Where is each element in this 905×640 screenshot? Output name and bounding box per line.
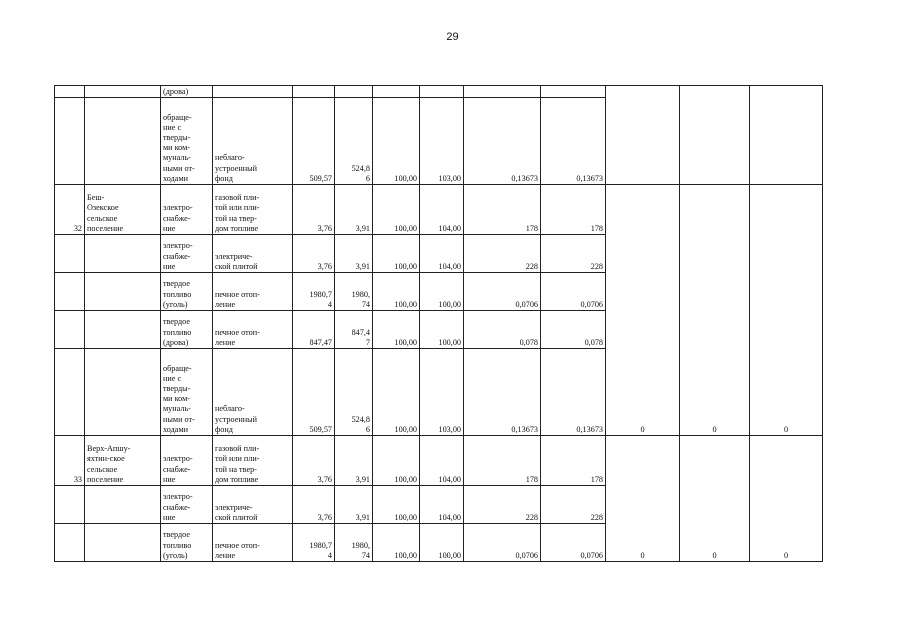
cell-value-1 [293,86,335,98]
table-row [55,86,823,98]
cell-merged-value-2 [680,86,750,185]
cell-value-6: 0,078 [541,311,606,349]
cell-value-2: 3,91 [335,235,373,273]
cell-value-6: 0,0706 [541,273,606,311]
cell-value-5: 178 [464,436,541,486]
cell-value-5: 0,0706 [464,524,541,562]
cell-value-3: 100,00 [373,98,420,185]
cell-row-number: 32 [55,185,85,235]
cell-housing-type: неблаго- устроенный фонд [213,98,293,185]
cell-value-3: 100,00 [373,273,420,311]
cell-merged-value-1 [606,86,680,185]
cell-service: твердое топливо (уголь) [161,273,213,311]
cell-merged-value-2: 0 [680,436,750,562]
cell-value-1: 3,76 [293,486,335,524]
cell-value-1: 1980,7 4 [293,524,335,562]
cell-settlement: Верх-Апшу- яхтин-ское сельское поселение [85,436,161,486]
cell-value-3: 100,00 [373,436,420,486]
cell-value-1: 3,76 [293,235,335,273]
cell-settlement [85,235,161,273]
cell-value-5: 0,13673 [464,349,541,436]
cell-value-4: 103,00 [420,349,464,436]
cell-value-3: 100,00 [373,524,420,562]
cell-row-number [55,86,85,98]
cell-value-1: 1980,7 4 [293,273,335,311]
cell-service: (дрова) [161,86,213,98]
cell-value-1: 509,57 [293,349,335,436]
cell-row-number [55,349,85,436]
cell-value-2: 1980, 74 [335,273,373,311]
cell-housing-type: электриче- ской плитой [213,486,293,524]
cell-value-6: 178 [541,185,606,235]
cell-value-2: 1980, 74 [335,524,373,562]
cell-service: электро- снабже- ние [161,486,213,524]
cell-value-4: 104,00 [420,436,464,486]
cell-value-4: 104,00 [420,235,464,273]
cell-merged-value-1: 0 [606,185,680,436]
cell-service: обраще- ние с тверды- ми ком- муналь- ными от- ходами [161,98,213,185]
tariff-table [54,85,823,562]
cell-value-6: 228 [541,235,606,273]
cell-value-3: 100,00 [373,311,420,349]
cell-settlement: Беш- Озекское сельское поселение [85,185,161,235]
cell-value-6: 0,13673 [541,98,606,185]
cell-value-4: 100,00 [420,524,464,562]
page-number: 29 [446,31,459,43]
cell-settlement [85,486,161,524]
table-body [55,86,823,562]
cell-value-4: 103,00 [420,98,464,185]
cell-value-6: 0,0706 [541,524,606,562]
cell-value-1: 847,47 [293,311,335,349]
cell-settlement [85,273,161,311]
cell-housing-type: электриче- ской плитой [213,235,293,273]
cell-value-3: 100,00 [373,349,420,436]
cell-row-number [55,273,85,311]
cell-value-5: 0,13673 [464,98,541,185]
cell-row-number [55,524,85,562]
cell-housing-type: печное отоп- ление [213,311,293,349]
cell-service: твердое топливо (уголь) [161,524,213,562]
cell-value-1: 3,76 [293,185,335,235]
cell-value-4: 100,00 [420,311,464,349]
cell-value-2: 3,91 [335,486,373,524]
cell-service: твердое топливо (дрова) [161,311,213,349]
cell-settlement [85,86,161,98]
cell-merged-value-3: 0 [750,185,823,436]
cell-value-3: 100,00 [373,185,420,235]
table-row [55,436,823,486]
cell-value-6: 0,13673 [541,349,606,436]
cell-value-2: 847,4 7 [335,311,373,349]
cell-housing-type: газовой пли- той или пли- той на твер- дом топливе [213,436,293,486]
cell-housing-type: газовой пли- той или пли- той на твер- дом топливе [213,185,293,235]
cell-value-3: 100,00 [373,235,420,273]
table-row [55,185,823,235]
cell-row-number [55,235,85,273]
cell-value-2: 3,91 [335,436,373,486]
cell-housing-type: печное отоп- ление [213,524,293,562]
cell-settlement [85,311,161,349]
cell-row-number [55,486,85,524]
cell-settlement [85,98,161,185]
cell-value-6: 228 [541,486,606,524]
cell-value-5: 228 [464,235,541,273]
cell-merged-value-3 [750,86,823,185]
cell-service: обраще- ние с тверды- ми ком- муналь- ными от- ходами [161,349,213,436]
cell-row-number [55,311,85,349]
cell-value-2: 524,8 6 [335,98,373,185]
cell-value-4: 104,00 [420,486,464,524]
cell-housing-type [213,86,293,98]
cell-value-6 [541,86,606,98]
cell-value-6: 178 [541,436,606,486]
cell-row-number [55,98,85,185]
cell-value-1: 3,76 [293,436,335,486]
cell-housing-type: неблаго- устроенный фонд [213,349,293,436]
cell-merged-value-2: 0 [680,185,750,436]
cell-value-4 [420,86,464,98]
cell-settlement [85,349,161,436]
cell-value-4: 104,00 [420,185,464,235]
cell-value-3: 100,00 [373,486,420,524]
cell-merged-value-3: 0 [750,436,823,562]
cell-value-5 [464,86,541,98]
cell-value-5: 178 [464,185,541,235]
cell-value-5: 0,078 [464,311,541,349]
cell-value-2: 524,8 6 [335,349,373,436]
cell-row-number: 33 [55,436,85,486]
cell-merged-value-1: 0 [606,436,680,562]
cell-housing-type: печное отоп- ление [213,273,293,311]
cell-value-5: 0,0706 [464,273,541,311]
cell-value-4: 100,00 [420,273,464,311]
cell-settlement [85,524,161,562]
cell-value-3 [373,86,420,98]
cell-value-2: 3,91 [335,185,373,235]
cell-value-5: 228 [464,486,541,524]
cell-value-1: 509,57 [293,98,335,185]
cell-service: электро- снабже- ние [161,185,213,235]
cell-service: электро- снабже- ние [161,235,213,273]
cell-value-2 [335,86,373,98]
cell-service: электро- снабже- ние [161,436,213,486]
